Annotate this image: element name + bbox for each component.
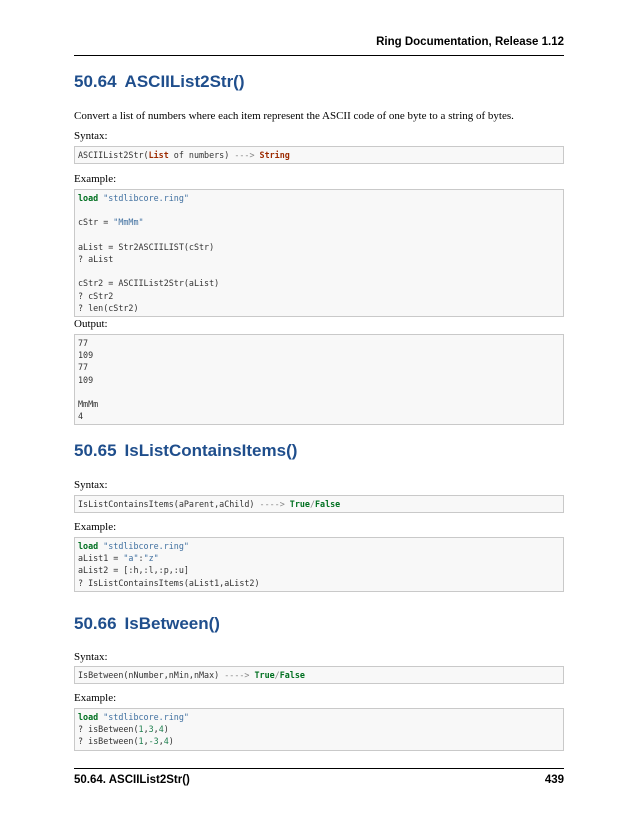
syntax-return-type: String: [259, 150, 290, 160]
example-label: Example:: [74, 173, 117, 185]
syntax-arrow: ---->: [224, 670, 250, 680]
output-line: 109: [78, 350, 94, 361]
section-title: ASCIIList2Str(): [124, 72, 245, 91]
code-keyword: load: [78, 193, 99, 203]
code-text: ): [163, 724, 169, 735]
code-number: -3: [148, 736, 159, 747]
code-line: aList2 = [:h,:l,:p,:u]: [78, 565, 189, 576]
code-text: ,: [153, 724, 159, 735]
section-title: IsListContainsItems(): [124, 441, 298, 460]
code-text: ? isBetween(: [78, 724, 139, 735]
syntax-label: Syntax:: [74, 651, 108, 663]
code-text: ,: [143, 724, 149, 735]
code-text: aList1 =: [78, 553, 124, 564]
output-line: 109: [78, 374, 94, 385]
syntax-arrow: ---->: [259, 499, 285, 509]
header-rule: [74, 55, 564, 56]
syntax-block: [74, 146, 564, 164]
code-text: ): [168, 736, 174, 747]
syntax-label: Syntax:: [74, 479, 108, 491]
code-string: "stdlibcore.ring": [103, 712, 189, 722]
syntax-label: Syntax:: [74, 130, 108, 142]
section-heading-islistcontainsitems: [74, 441, 297, 461]
example-code-block: [74, 189, 564, 317]
code-string: "stdlibcore.ring": [103, 193, 189, 203]
syntax-true: True: [289, 499, 310, 509]
section-number: 50.64: [74, 72, 117, 91]
syntax-slash: /: [274, 670, 280, 680]
section-number: 50.65: [74, 441, 117, 460]
section-heading-ascIIlist2str: [74, 72, 245, 92]
syntax-text: ASCIIList2Str(: [78, 150, 149, 160]
code-text: :: [138, 553, 144, 564]
section-description: Convert a list of numbers where each item represent the ASCII code of one byte to a string of bytes.: [74, 110, 514, 122]
code-line: aList = Str2ASCIILIST(cStr): [78, 241, 215, 252]
example-code-block: [74, 708, 564, 751]
syntax-false: False: [315, 499, 341, 509]
section-heading-isbetween: [74, 614, 220, 634]
syntax-text: IsBetween(nNumber,nMin,nMax): [78, 670, 225, 680]
code-keyword: load: [78, 541, 99, 551]
code-number: 1: [138, 736, 144, 747]
code-line: ? len(cStr2): [78, 302, 139, 313]
syntax-block: [74, 666, 564, 684]
example-label: Example:: [74, 521, 117, 533]
code-number: 1: [138, 724, 144, 735]
syntax-false: False: [279, 670, 305, 680]
running-header: Ring Documentation, Release 1.12: [376, 36, 564, 48]
output-line: 77: [78, 362, 89, 373]
section-number: 50.66: [74, 614, 117, 633]
output-line: 4: [78, 411, 84, 422]
code-string: "z": [143, 553, 159, 564]
syntax-text: of numbers): [168, 150, 235, 160]
syntax-keyword: List: [148, 150, 169, 160]
example-code-block: [74, 537, 564, 592]
code-string: "stdlibcore.ring": [103, 541, 189, 551]
footer-page-number: 439: [544, 774, 564, 786]
footer-section-title: 50.64. ASCIIList2Str(): [74, 774, 190, 786]
footer-rule: [74, 768, 564, 769]
output-line: MmMm: [78, 398, 99, 409]
code-keyword: load: [78, 712, 99, 722]
code-number: 3: [148, 724, 154, 735]
syntax-slash: /: [309, 499, 316, 509]
code-line: cStr2 = ASCIIList2Str(aList): [78, 278, 220, 289]
code-text: ,: [158, 736, 164, 747]
code-text: ,: [143, 736, 149, 747]
code-line: ? cStr2: [78, 290, 114, 301]
code-string: "a": [123, 553, 139, 564]
output-label: Output:: [74, 318, 108, 330]
output-line: 77: [78, 338, 89, 348]
syntax-true: True: [254, 670, 275, 680]
syntax-text: IsListContainsItems(aParent,aChild): [78, 499, 260, 509]
output-block: [74, 334, 564, 425]
syntax-arrow: --->: [234, 150, 255, 160]
code-text: ? isBetween(: [78, 736, 139, 747]
syntax-block: [74, 495, 564, 513]
section-title: IsBetween(): [124, 614, 220, 633]
code-number: 4: [163, 736, 169, 747]
code-string: "MmMm": [113, 217, 144, 228]
example-label: Example:: [74, 692, 117, 704]
code-text: cStr =: [78, 217, 114, 228]
code-number: 4: [158, 724, 164, 735]
code-line: ? IsListContainsItems(aList1,aList2): [78, 577, 260, 588]
code-line: ? aList: [78, 253, 114, 264]
output-line: [78, 386, 560, 398]
